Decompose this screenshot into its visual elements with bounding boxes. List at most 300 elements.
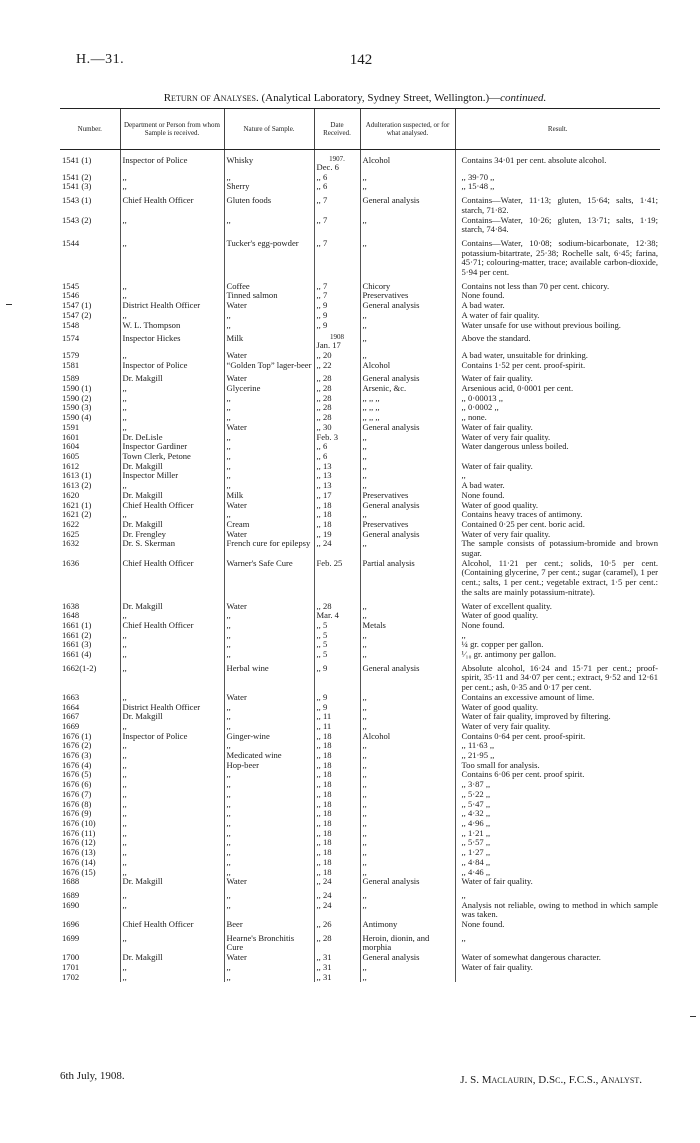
cell-nature <box>224 848 314 858</box>
cell-nature <box>224 471 314 481</box>
table-row <box>60 462 660 472</box>
cell-date <box>314 664 360 693</box>
cell-department <box>120 462 224 472</box>
table-row <box>60 539 660 558</box>
cell-nature <box>224 602 314 612</box>
cell-number <box>60 838 120 848</box>
cell-number <box>60 196 120 215</box>
cell-nature-text: ,, <box>226 857 231 867</box>
cell-date-text: ,, 24 <box>316 539 332 549</box>
cell-department-text: Dr. Makgill <box>122 877 163 887</box>
cell-nature-text: Water <box>226 500 247 510</box>
cell-date-text: ,, 18 <box>316 819 332 828</box>
cell-date <box>314 858 360 868</box>
cell-department-text: ,, <box>122 780 127 790</box>
cell-adulteration <box>360 848 455 858</box>
cell-date-text: ,, 31 <box>316 953 332 963</box>
cell-nature <box>224 384 314 394</box>
cell-date <box>314 334 360 351</box>
cell-nature <box>224 334 314 351</box>
cell-adulteration-text: ,, <box>362 611 367 621</box>
cell-adulteration <box>360 631 455 641</box>
cell-department <box>120 501 224 511</box>
table-row <box>60 471 660 481</box>
cell-adulteration <box>360 216 455 235</box>
cell-nature-text: Sherry <box>226 182 250 192</box>
col-result: Result. <box>455 109 660 150</box>
cell-department <box>120 602 224 612</box>
cell-department-text: ,, <box>122 310 127 320</box>
cell-date-text: ,, 26 <box>316 920 332 930</box>
cell-department <box>120 173 224 183</box>
cell-nature-text: Water <box>226 422 247 432</box>
table-row <box>60 530 660 540</box>
cell-date-text: ,, 24 <box>316 877 332 887</box>
cell-date <box>314 732 360 742</box>
cell-number <box>60 403 120 413</box>
cell-result <box>455 394 660 404</box>
cell-number-text: 1676 (10) <box>62 819 96 828</box>
cell-result <box>455 321 660 331</box>
cell-number-text: 1700 <box>62 953 80 963</box>
cell-result-text: A bad water. <box>461 301 505 311</box>
cell-adulteration <box>360 334 455 351</box>
cell-date <box>314 891 360 901</box>
cell-adulteration <box>360 712 455 722</box>
cell-adulteration <box>360 442 455 452</box>
cell-adulteration <box>360 953 455 963</box>
cell-result-text: Water unsafe for use without previous boiling. <box>461 320 621 330</box>
cell-result <box>455 703 660 713</box>
cell-department <box>120 722 224 732</box>
cell-nature <box>224 920 314 930</box>
cell-adulteration <box>360 301 455 311</box>
cell-number <box>60 374 120 384</box>
cell-result-text: Water of good quality. <box>461 611 539 621</box>
cell-nature <box>224 361 314 371</box>
cell-number-text: 1661 (4) <box>62 650 92 660</box>
cell-nature <box>224 301 314 311</box>
cell-result <box>455 413 660 423</box>
table-row <box>60 963 660 973</box>
cell-date <box>314 291 360 301</box>
cell-number <box>60 858 120 868</box>
cell-date-text: ,, 18 <box>316 789 332 799</box>
cell-number <box>60 239 120 278</box>
cell-adulteration <box>360 471 455 481</box>
cell-result-text: Contains—Water, 11·13; gluten, 15·64; salts, 1·41; starch, 71·82. <box>461 196 658 215</box>
cell-date <box>314 790 360 800</box>
cell-adulteration <box>360 829 455 839</box>
cell-date-text: ,, 18 <box>316 799 332 809</box>
cell-date <box>314 361 360 371</box>
cell-department <box>120 693 224 703</box>
cell-number-text: 1632 <box>62 539 80 549</box>
cell-department-text: ,, <box>122 403 127 413</box>
cell-nature <box>224 877 314 887</box>
table-row <box>60 838 660 848</box>
cell-department <box>120 311 224 321</box>
cell-adulteration <box>360 664 455 693</box>
cell-result-text: Analysis not reliable, owing to method in which sample was taken. <box>461 900 658 920</box>
cell-date <box>314 403 360 413</box>
cell-department-text: Dr. Makgill <box>122 953 163 963</box>
cell-adulteration <box>360 291 455 301</box>
cell-adulteration <box>360 321 455 331</box>
cell-department-text: Inspector of Police <box>122 360 188 370</box>
cell-number <box>60 891 120 901</box>
cell-number <box>60 953 120 963</box>
cell-nature-text: Glycerine <box>226 384 261 394</box>
cell-number-text: 1676 (1) <box>62 731 92 741</box>
cell-department <box>120 963 224 973</box>
cell-date-text: ,, 18 <box>316 838 332 848</box>
table-row <box>60 520 660 530</box>
cell-adulteration-text: ,, <box>362 215 367 225</box>
cell-number-text: 1590 (3) <box>62 403 92 413</box>
col-department: Department or Person from whom Sample is received. <box>120 109 224 150</box>
cell-department-text: Dr. DeLisle <box>122 432 163 442</box>
cell-result-text: ,, 3·87 ,, <box>461 780 491 790</box>
cell-date-text: ,, 6 <box>316 442 328 452</box>
table-row <box>60 423 660 433</box>
cell-result-text: Contained 0·25 per cent. boric acid. <box>461 519 585 529</box>
cell-adulteration-text: General analysis <box>362 663 420 673</box>
cell-department-text: Dr. Makgill <box>122 490 163 500</box>
cell-date <box>314 384 360 394</box>
cell-date-text: ,, 22 <box>316 360 332 370</box>
cell-department-text: ,, <box>122 962 127 972</box>
cell-date <box>314 150 360 173</box>
cell-number <box>60 321 120 331</box>
cell-adulteration-text: Alcohol <box>362 731 391 741</box>
cell-nature-text: ,, <box>226 630 231 640</box>
cell-date <box>314 216 360 235</box>
cell-adulteration <box>360 877 455 887</box>
year-label: 1908 <box>330 334 344 342</box>
cell-number <box>60 150 120 173</box>
cell-department <box>120 650 224 660</box>
cell-department <box>120 510 224 520</box>
cell-adulteration <box>360 703 455 713</box>
cell-number <box>60 693 120 703</box>
cell-nature-text: ,, <box>226 809 231 819</box>
cell-result <box>455 520 660 530</box>
cell-adulteration-text: Metals <box>362 620 386 630</box>
cell-result-text: The sample consists of potassium-bromide and brown sugar. <box>461 539 658 559</box>
cell-result-text: Alcohol, 11·21 per cent.; solids, 10·5 per cent. (Containing glycerine, 7 per cent.; sugar (caramel), 1 per cent.; salts, 1 per cent.; vegetable extract, 1·5 per cent.: the salts are mainly potassium-nitrate). <box>461 558 658 597</box>
cell-nature-text: Tucker's egg-powder <box>226 238 299 248</box>
cell-result-text: ¹⁄₁₀ gr. antimony per gallon. <box>461 650 556 660</box>
cell-adulteration <box>360 173 455 183</box>
cell-number <box>60 829 120 839</box>
cell-result-text: ,, 4·46 ,, <box>461 867 491 877</box>
cell-department-text: Dr. S. Skerman <box>122 539 176 549</box>
cell-date-text: Feb. 25 <box>316 558 343 568</box>
cell-nature-text: Gluten foods <box>226 196 272 206</box>
cell-number-text: 1676 (3) <box>62 751 92 761</box>
cell-department <box>120 384 224 394</box>
cell-department-text: Town Clerk, Petone <box>122 451 191 461</box>
cell-nature <box>224 539 314 558</box>
cell-department <box>120 891 224 901</box>
cell-date-text: ,, 18 <box>316 780 332 790</box>
cell-nature <box>224 351 314 361</box>
cell-date <box>314 182 360 192</box>
cell-nature-text: ,, <box>226 471 231 481</box>
cell-adulteration <box>360 693 455 703</box>
cell-nature <box>224 800 314 810</box>
cell-date-text: ,, 9 <box>316 310 328 320</box>
cell-department-text: ,, <box>122 933 127 943</box>
cell-result <box>455 301 660 311</box>
cell-result <box>455 953 660 963</box>
cell-adulteration <box>360 621 455 631</box>
cell-department-text: Dr. Makgill <box>122 601 163 611</box>
cell-result-text: ,, 39·70 ,, <box>461 172 495 182</box>
cell-number <box>60 311 120 321</box>
title-continued: continued. <box>500 92 547 104</box>
cell-nature-text: Beer <box>226 920 243 930</box>
cell-number-text: 1543 (2) <box>62 215 92 225</box>
cell-result-text: Contains 6·06 per cent. proof spirit. <box>461 770 585 780</box>
cell-result-text: ,, 11·63 ,, <box>461 741 495 751</box>
cell-number-text: 1676 (15) <box>62 867 96 877</box>
cell-department-text: Dr. Makgill <box>122 461 163 471</box>
cell-result-text: Water dangerous unless boiled. <box>461 442 569 452</box>
cell-result-text: Absolute alcohol, 16·24 and 15·71 per cent.; proof-spirit, 35·11 and 34·07 per cent.; extract, 9·52 and 12·61 per cent.; ash, 0·35 and 0·17 per cent. <box>461 663 658 693</box>
cell-number-text: 1621 (1) <box>62 500 92 510</box>
cell-date-text: ,, 28 <box>316 374 332 384</box>
cell-nature <box>224 621 314 631</box>
cell-result <box>455 530 660 540</box>
cell-adulteration <box>360 761 455 771</box>
cell-adulteration <box>360 413 455 423</box>
cell-number <box>60 751 120 761</box>
cell-nature-text: Tinned salmon <box>226 291 278 301</box>
cell-adulteration <box>360 800 455 810</box>
cell-adulteration <box>360 790 455 800</box>
cell-number <box>60 282 120 292</box>
cell-result-text: ,, none. <box>461 413 487 423</box>
cell-nature <box>224 282 314 292</box>
cell-number-text: 1541 (2) <box>62 172 92 182</box>
cell-adulteration-text: ,, <box>362 461 367 471</box>
cell-date <box>314 973 360 983</box>
cell-nature <box>224 150 314 173</box>
cell-nature <box>224 934 314 953</box>
cell-nature-text: Herbal wine <box>226 663 269 673</box>
cell-result-text: Water of excellent quality. <box>461 601 552 611</box>
table-header-row <box>60 109 660 150</box>
cell-adulteration <box>360 770 455 780</box>
cell-number <box>60 611 120 621</box>
cell-date <box>314 602 360 612</box>
cell-adulteration <box>360 650 455 660</box>
cell-department <box>120 761 224 771</box>
cell-nature-text: ,, <box>226 650 231 660</box>
cell-result <box>455 501 660 511</box>
cell-adulteration <box>360 809 455 819</box>
cell-nature <box>224 462 314 472</box>
cell-number <box>60 471 120 481</box>
cell-adulteration-text: ,, <box>362 857 367 867</box>
cell-nature-text: ,, <box>226 838 231 848</box>
cell-date-text: Mar. 4 <box>316 611 339 621</box>
cell-department-text: ,, <box>122 692 127 702</box>
cell-date-text: ,, 9 <box>316 301 328 311</box>
cell-date <box>314 196 360 215</box>
cell-department-text: ,, <box>122 972 127 982</box>
cell-result-text: ,, 4·84 ,, <box>461 857 491 867</box>
cell-result-text: Water of very fair quality. <box>461 432 551 442</box>
cell-department <box>120 374 224 384</box>
cell-department <box>120 452 224 462</box>
cell-adulteration-text: ,, <box>362 867 367 877</box>
cell-result <box>455 934 660 953</box>
cell-number <box>60 741 120 751</box>
table-row <box>60 858 660 868</box>
cell-result <box>455 819 660 829</box>
cell-number <box>60 182 120 192</box>
cell-number-text: 1543 (1) <box>62 196 92 206</box>
cell-department <box>120 433 224 443</box>
cell-number-text: 1638 <box>62 601 80 611</box>
cell-date <box>314 703 360 713</box>
cell-nature <box>224 452 314 462</box>
cell-date-text: ,, 9 <box>316 692 328 702</box>
cell-date-text: ,, 7 <box>316 196 328 206</box>
cell-result <box>455 384 660 394</box>
cell-result <box>455 664 660 693</box>
cell-result <box>455 973 660 983</box>
cell-result <box>455 481 660 491</box>
cell-adulteration-text: Alcohol <box>362 360 391 370</box>
cell-nature-text: ,, <box>226 780 231 790</box>
cell-result-text: Water of somewhat dangerous character. <box>461 953 601 963</box>
table-row <box>60 291 660 301</box>
cell-result-text: Water of good quality. <box>461 702 539 712</box>
cell-result-text: ,, 5·47 ,, <box>461 799 491 809</box>
cell-number-text: 1541 (1) <box>62 155 92 165</box>
cell-adulteration-text: ,, <box>362 809 367 819</box>
table-row <box>60 640 660 650</box>
table-row <box>60 664 660 693</box>
table-row <box>60 173 660 183</box>
cell-department <box>120 848 224 858</box>
cell-number-text: 1648 <box>62 611 80 621</box>
cell-department-text: ,, <box>122 770 127 780</box>
cell-date <box>314 423 360 433</box>
cell-result <box>455 351 660 361</box>
cell-department <box>120 838 224 848</box>
cell-nature <box>224 510 314 520</box>
cell-date-text: ,, 5 <box>316 650 328 660</box>
cell-department-text: ,, <box>122 848 127 858</box>
cell-date-text: ,, 28 <box>316 413 332 423</box>
col-adulteration: Adulteration suspected, or for what analysed. <box>360 109 455 150</box>
cell-nature <box>224 182 314 192</box>
footer-date: 6th July, 1908. <box>60 1070 125 1082</box>
cell-adulteration-text: Chicory <box>362 281 391 291</box>
cell-nature <box>224 374 314 384</box>
cell-adulteration-text: Alcohol <box>362 155 391 165</box>
table-row <box>60 732 660 742</box>
cell-adulteration-text: ,, <box>362 442 367 452</box>
cell-date-text: ,, 7 <box>316 291 328 301</box>
analyses-table <box>60 108 660 982</box>
cell-number <box>60 602 120 612</box>
cell-nature <box>224 761 314 771</box>
cell-result <box>455 761 660 771</box>
cell-department <box>120 829 224 839</box>
table-row <box>60 282 660 292</box>
cell-result-text: ,, 1·27 ,, <box>461 848 491 858</box>
cell-date-text: ,, 20 <box>316 350 332 360</box>
cell-department <box>120 934 224 953</box>
title-location: (Analytical Laboratory, Sydney Street, Wellington.)— <box>258 92 501 104</box>
cell-result <box>455 374 660 384</box>
cell-number <box>60 481 120 491</box>
cell-result <box>455 311 660 321</box>
cell-adulteration <box>360 520 455 530</box>
cell-nature <box>224 858 314 868</box>
cell-result <box>455 809 660 819</box>
cell-date-text: ,, 9 <box>316 320 328 330</box>
table-row <box>60 182 660 192</box>
cell-date <box>314 712 360 722</box>
cell-result <box>455 770 660 780</box>
cell-adulteration <box>360 150 455 173</box>
cell-date-text: ,, 31 <box>316 972 332 982</box>
cell-result <box>455 462 660 472</box>
cell-date-text: Feb. 3 <box>316 432 338 442</box>
cell-department-text: ,, <box>122 611 127 621</box>
cell-nature-text: French cure for epilepsy <box>226 539 311 549</box>
cell-result <box>455 780 660 790</box>
cell-date-text: ,, 6 <box>316 172 328 182</box>
table-row <box>60 602 660 612</box>
cell-number <box>60 703 120 713</box>
cell-nature <box>224 423 314 433</box>
cell-nature <box>224 311 314 321</box>
cell-nature-text: Ginger-wine <box>226 731 270 741</box>
cell-nature <box>224 741 314 751</box>
cell-date-text: ,, 17 <box>316 490 332 500</box>
cell-department-text: Chief Health Officer <box>122 620 194 630</box>
table-row <box>60 559 660 598</box>
cell-number-text: 1604 <box>62 442 80 452</box>
cell-nature <box>224 770 314 780</box>
cell-nature <box>224 491 314 501</box>
cell-adulteration-text: ,, <box>362 972 367 982</box>
cell-department-text: ,, <box>122 630 127 640</box>
cell-number <box>60 761 120 771</box>
cell-result <box>455 216 660 235</box>
cell-department <box>120 621 224 631</box>
cell-adulteration-text: ,, <box>362 481 367 491</box>
cell-number-text: 1541 (3) <box>62 182 92 192</box>
cell-nature-text: ,, <box>226 890 231 900</box>
cell-date-text: ,, 18 <box>316 867 332 877</box>
cell-date <box>314 770 360 780</box>
table-row <box>60 321 660 331</box>
cell-number-text: 1676 (11) <box>62 828 96 838</box>
table-row <box>60 800 660 810</box>
cell-date-text: ,, 9 <box>316 702 328 712</box>
cell-adulteration <box>360 868 455 878</box>
cell-nature-text: Water <box>226 877 247 887</box>
